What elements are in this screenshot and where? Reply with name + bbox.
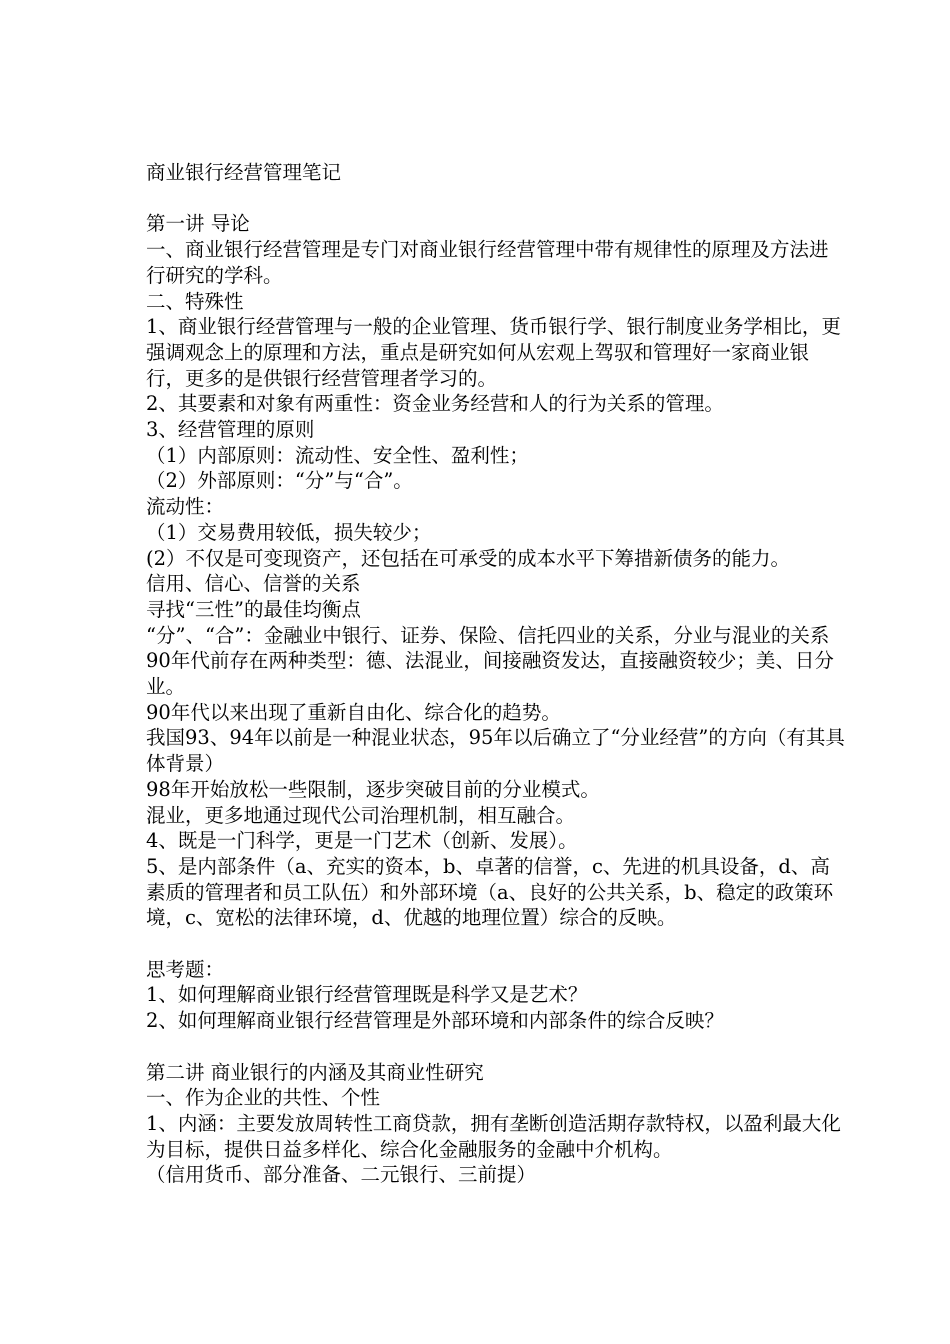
paragraph: 1、商业银行经营管理与一般的企业管理、货币银行学、银行制度业务学相比，更强调观念上的原理和方法，重点是研究如何从宏观上驾驭和管理好一家商业银行，更多的是供银行经营管理者学习的。 bbox=[146, 315, 841, 390]
paragraph: 1、如何理解商业银行经营管理既是科学又是艺术？ bbox=[146, 983, 588, 1007]
blank-line bbox=[146, 186, 846, 212]
paragraph: “分”、“合”：金融业中银行、证券、保险、信托四业的关系，分业与混业的关系 bbox=[146, 623, 830, 647]
paragraph: 混业，更多地通过现代公司治理机制，相互融合。 bbox=[146, 803, 576, 827]
paragraph: 寻找“三性”的最佳均衡点 bbox=[146, 597, 361, 621]
paragraph: （1）交易费用较低，损失较少； bbox=[146, 520, 432, 544]
document-title: 商业银行经营管理笔记 bbox=[146, 161, 342, 184]
paragraph: 90年代以来出现了重新自由化、综合化的趋势。 bbox=[146, 700, 561, 724]
paragraph: （信用货币、部分准备、二元银行、三前提） bbox=[146, 1163, 537, 1187]
paragraph: 第二讲 商业银行的内涵及其商业性研究 bbox=[146, 1060, 484, 1084]
paragraph: 5、是内部条件（a、充实的资本，b、卓著的信誉，c、先进的机具设备，d、高素质的管理者和员工队伍）和外部环境（a、良好的公共关系，b、稳定的政策环境，c、宽松的法律环境，d、优越的地理位置）综合的反映。 bbox=[146, 854, 834, 930]
paragraph: 一、商业银行经营管理是专门对商业银行经营管理中带有规律性的原理及方法进行研究的学科。 bbox=[146, 238, 829, 287]
document-page bbox=[146, 160, 846, 1188]
blank-line bbox=[146, 931, 846, 957]
paragraph: 90年代前存在两种类型：德、法混业，间接融资发达，直接融资较少；美、日分业。 bbox=[146, 649, 834, 699]
paragraph: 流动性： bbox=[146, 495, 225, 519]
paragraph: 我国93、94年以前是一种混业状态，95年以后确立了“分业经营”的方向（有其具体背景） bbox=[146, 726, 845, 776]
blank-line bbox=[146, 1034, 846, 1060]
document-body bbox=[146, 186, 846, 1188]
paragraph: 信用、信心、信誉的关系 bbox=[146, 572, 361, 596]
paragraph: 4、既是一门科学，更是一门艺术（创新、发展）。 bbox=[146, 829, 578, 853]
paragraph: 第一讲 导论 bbox=[146, 212, 250, 236]
paragraph: （1）内部原则：流动性、安全性、盈利性； bbox=[146, 443, 529, 467]
paragraph: （2）外部原则：“分”与“合”。 bbox=[146, 469, 413, 493]
paragraph: 思考题： bbox=[146, 957, 225, 981]
paragraph: 一、作为企业的共性、个性 bbox=[146, 1086, 381, 1110]
paragraph: 二、特殊性 bbox=[146, 289, 244, 313]
paragraph: 1、内涵：主要发放周转性工商贷款，拥有垄断创造活期存款特权，以盈利最大化为目标，提供日益多样化、综合化金融服务的金融中介机构。 bbox=[146, 1111, 841, 1161]
paragraph: 98年开始放松一些限制，逐步突破目前的分业模式。 bbox=[146, 777, 600, 801]
paragraph: (2）不仅是可变现资产，还包括在可承受的成本水平下筹措新债务的能力。 bbox=[146, 546, 791, 570]
paragraph: 2、其要素和对象有两重性：资金业务经营和人的行为关系的管理。 bbox=[146, 392, 724, 416]
paragraph: 3、经营管理的原则 bbox=[146, 418, 315, 442]
paragraph: 2、如何理解商业银行经营管理是外部环境和内部条件的综合反映？ bbox=[146, 1009, 724, 1033]
